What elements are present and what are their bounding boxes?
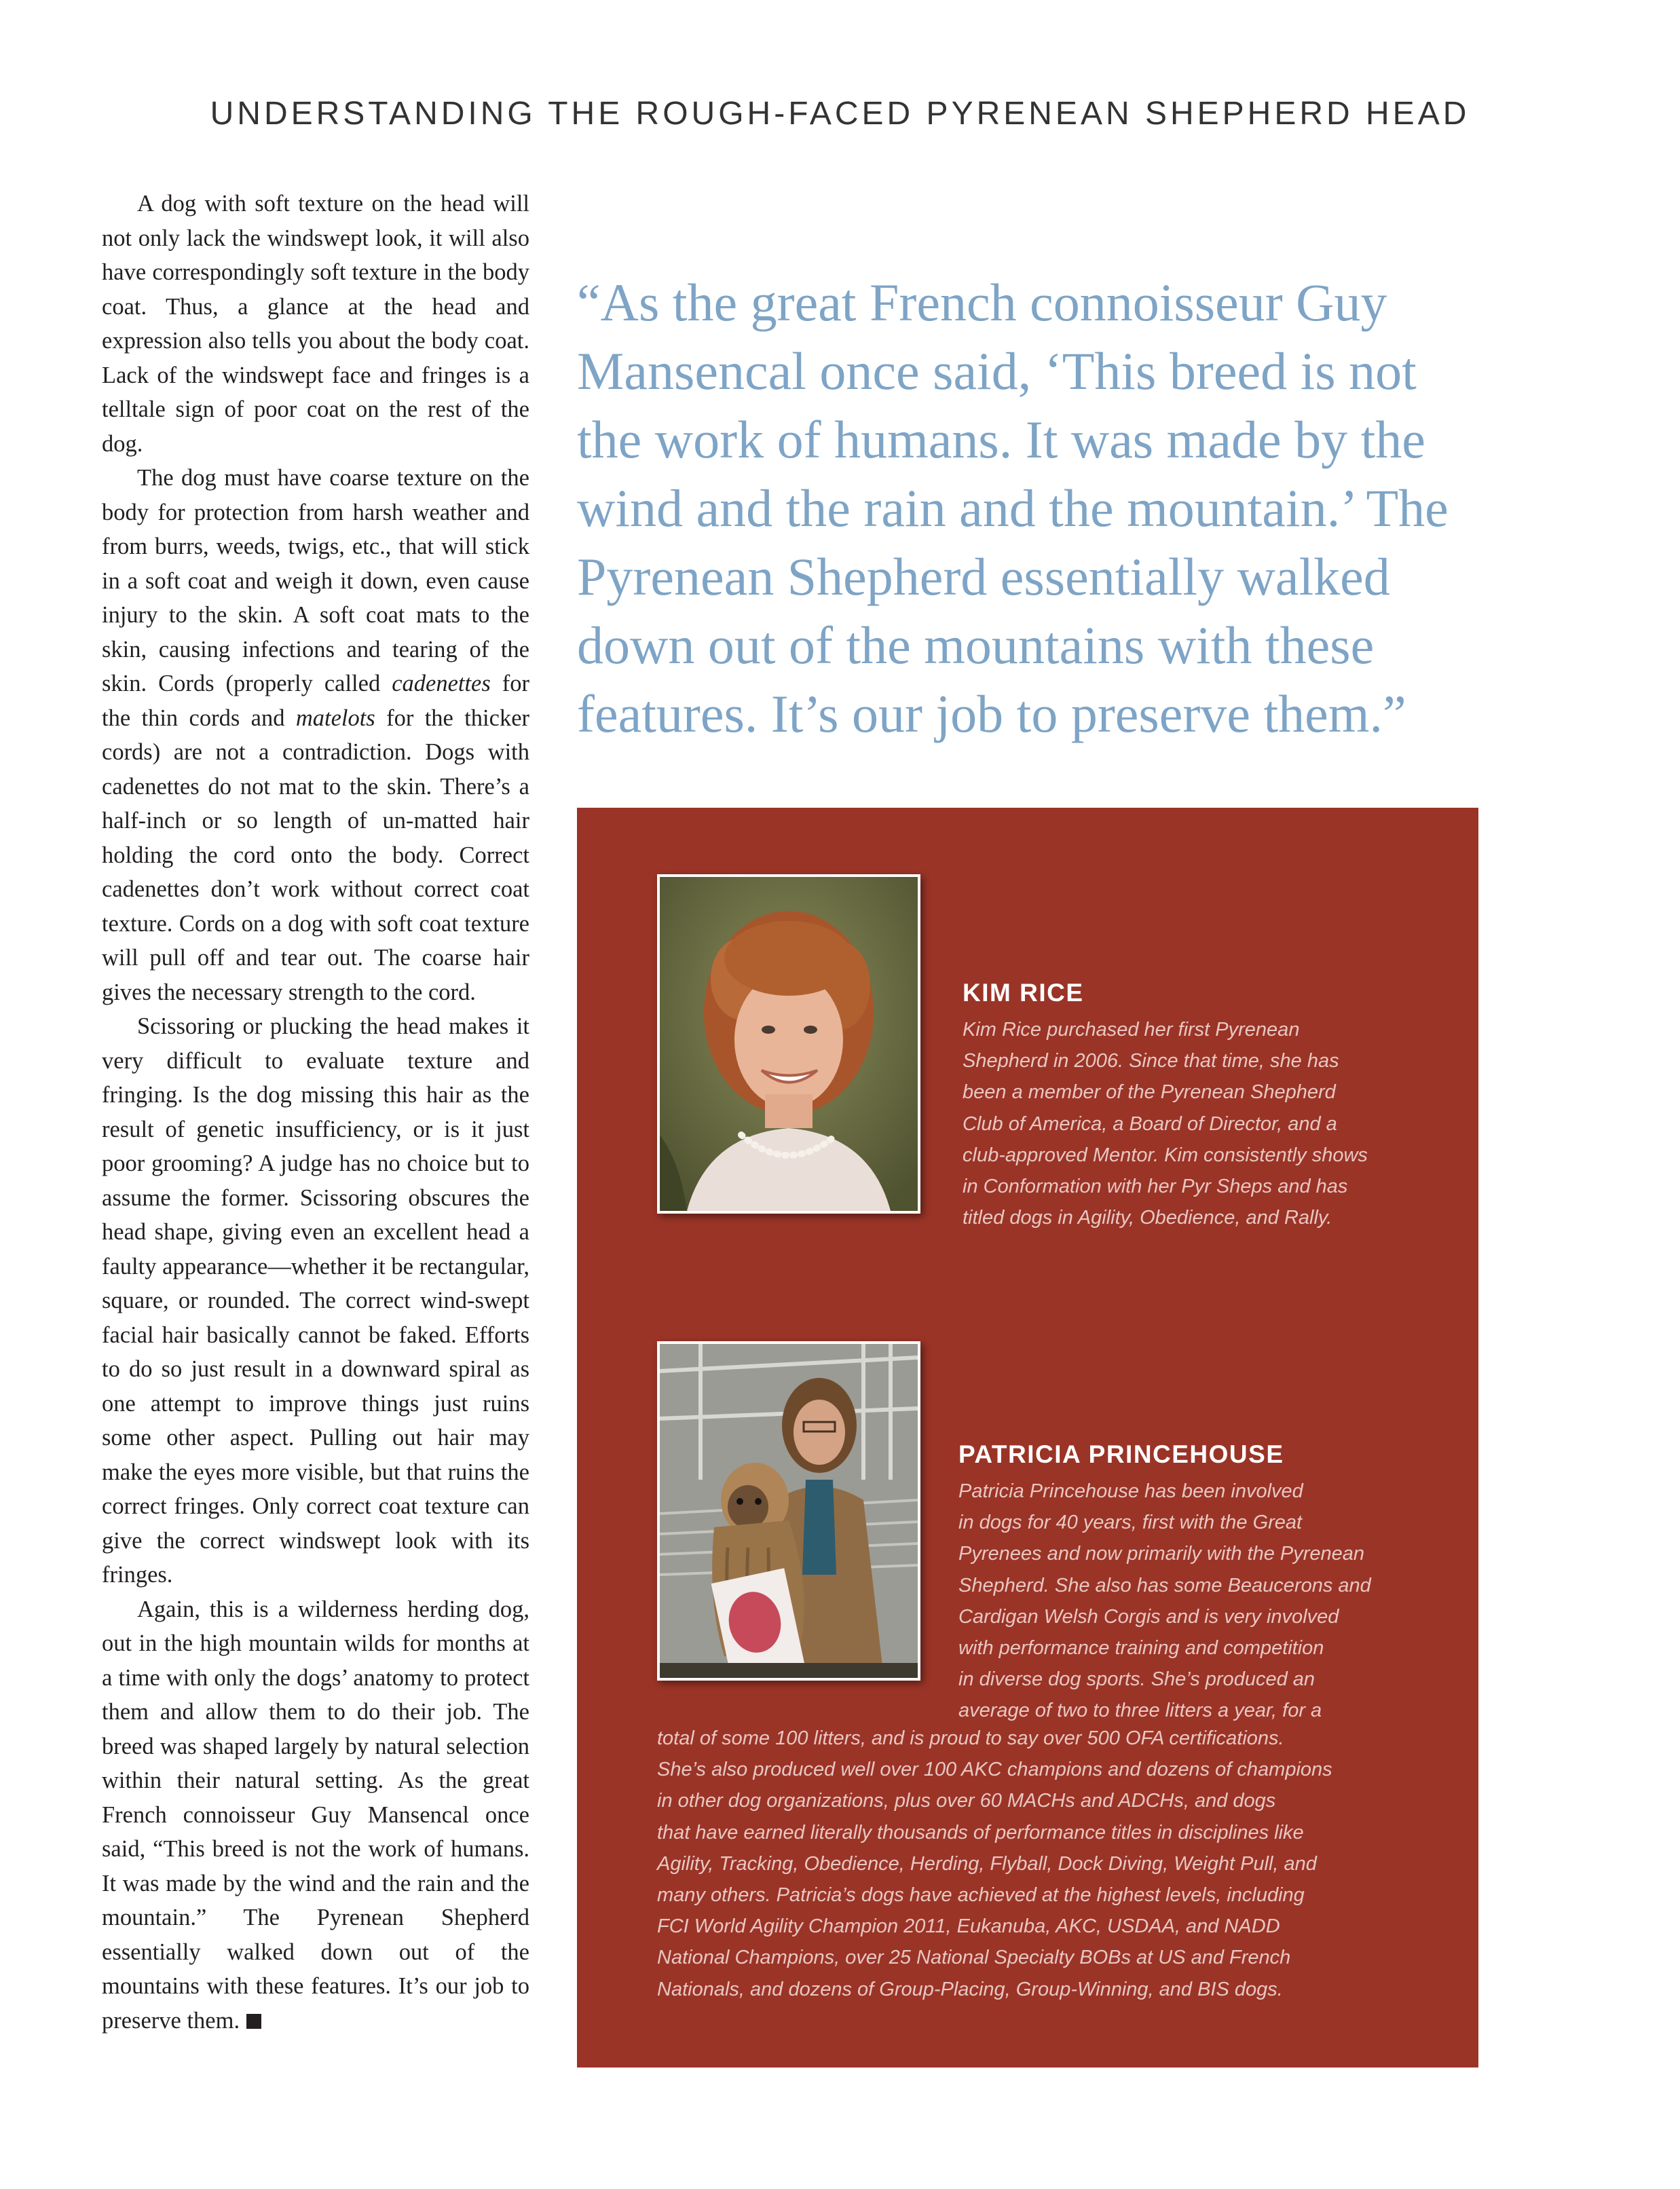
end-of-article-mark: [246, 2014, 261, 2029]
page-header: UNDERSTANDING THE ROUGH-FACED PYRENEAN SHEPHERD HEAD: [210, 96, 1470, 132]
article-body: [102, 187, 529, 2038]
term-cadenettes: cadenettes: [392, 671, 491, 696]
bio-text-patricia-beside-photo: Patricia Princehouse has been involved in dogs for 40 years, first with the Great Pyrenees and now primarily with the Pyrenean Shepherd. She also has some Beaucerons and Cardigan Welsh Corgis and is very involved with performance training and competition in diverse dog sports. She’s produced an average of two to three litters a year, for a: [958, 1480, 1371, 1722]
bio-text-patricia-below-photo: total of some 100 litters, and is proud to say over 500 OFA certifications. She’s also produced well over 100 AKC champions and dozens of champions in other dog organizations, plus over 60 MACHs and ADCHs, and dogs that have earned literally thousands of performance titles in disciplines like Agility, Tracking, Obedience, Herding, Flyball, Dock Diving, Weight Pull, and many others. Patricia’s dogs have achieved at the highest levels, including FCI World Agility Champion 2011, Eukanuba, AKC, USDAA, and NADD National Champions, over 25 National Specialty BOBs at US and French Nationals, and dozens of Group-Placing, Group-Winning, and BIS dogs.: [657, 1727, 1332, 2000]
body-paragraph: Again, this is a wilderness herding dog, out in the high mountain wilds for months at a time with only the dogs’ anatomy to protect them and allow them to do their job. The breed was shaped largely by natural selection within their natural setting. As the great French connoisseur Guy Mansencal once said, “This breed is not the work of humans. It was made by the wind and the rain and the mountain.” The Pyrenean Shepherd essentially walked down out of the mountains with these features. It’s our job to preserve them.: [102, 1596, 529, 2034]
pull-quote: “As the great French connoisseur Guy Mansencal once said, ‘This breed is not the work of humans. It was made by the wind and the rain and the mountain.’ The Pyrenean Shepherd essentially walked down out of the mountains with these features. It’s our job to preserve them.”: [577, 273, 1449, 743]
bio-text-kim-rice: Kim Rice purchased her first Pyrenean Shepherd in 2006. Since that time, she has been a member of the Pyrenean Shepherd Club of America, a Board of Director, and a club-approved Mentor. Kim consistently shows in Conformation with her Pyr Sheps and has titled dogs in Agility, Obedience, and Rally.: [963, 1019, 1368, 1229]
portrait-illustration: [660, 877, 918, 1211]
bio-name-patricia-princehouse: PATRICIA PRINCEHOUSE: [958, 1440, 1284, 1468]
body-paragraph: A dog with soft texture on the head will not only lack the windswept look, it will also have correspondingly soft texture in the body coat. Thus, a glance at the head and expression also tells you about the body coat. Lack of the windswept face and fringes is a telltale sign of poor coat on the rest of the dog.: [102, 191, 529, 457]
body-paragraph: Scissoring or plucking the head makes it very difficult to evaluate texture and fringing. Is the dog missing this hair as the result of genetic insufficiency, or is it just poor grooming? A judge has no choice but to assume the former. Scissoring obscures the head shape, giving even an excellent head a faulty appearance—whether it be rectangular, square, or rounded. The correct wind-swept facial hair basically cannot be faked. Efforts to do so just result in a downward spiral as one attempt to improve things just ruins some other aspect. Pulling out hair may make the eyes more visible, but that ruins the correct fringes. Only correct coat texture can give the correct windswept look with its fringes.: [102, 1013, 529, 1588]
author-bios-box: [577, 808, 1478, 2068]
portrait-with-dog-illustration: [660, 1344, 918, 1678]
kim-rice-photo: [657, 874, 920, 1214]
body-paragraph: The dog must have coarse texture on the body for protection from harsh weather and from burrs, weeds, twigs, etc., that will stick in a soft coat and weigh it down, even cause injury to the skin. A soft coat mats to the skin, causing infections and tearing of the skin. Cords (properly called cadenettes for the thin cords and matelots for the thicker cords) are not a contradiction. Dogs with cadenettes do not mat to the skin. There’s a half-inch or so length of un-matted hair holding the cord onto the body. Correct cadenettes don’t work without correct coat texture. Cords on a dog with soft coat texture will pull off and tear out. The coarse hair gives the necessary strength to the cord.: [102, 465, 530, 1005]
term-matelots: matelots: [295, 705, 375, 731]
bio-name-kim-rice: KIM RICE: [963, 979, 1084, 1007]
patricia-princehouse-photo: [657, 1341, 920, 1681]
